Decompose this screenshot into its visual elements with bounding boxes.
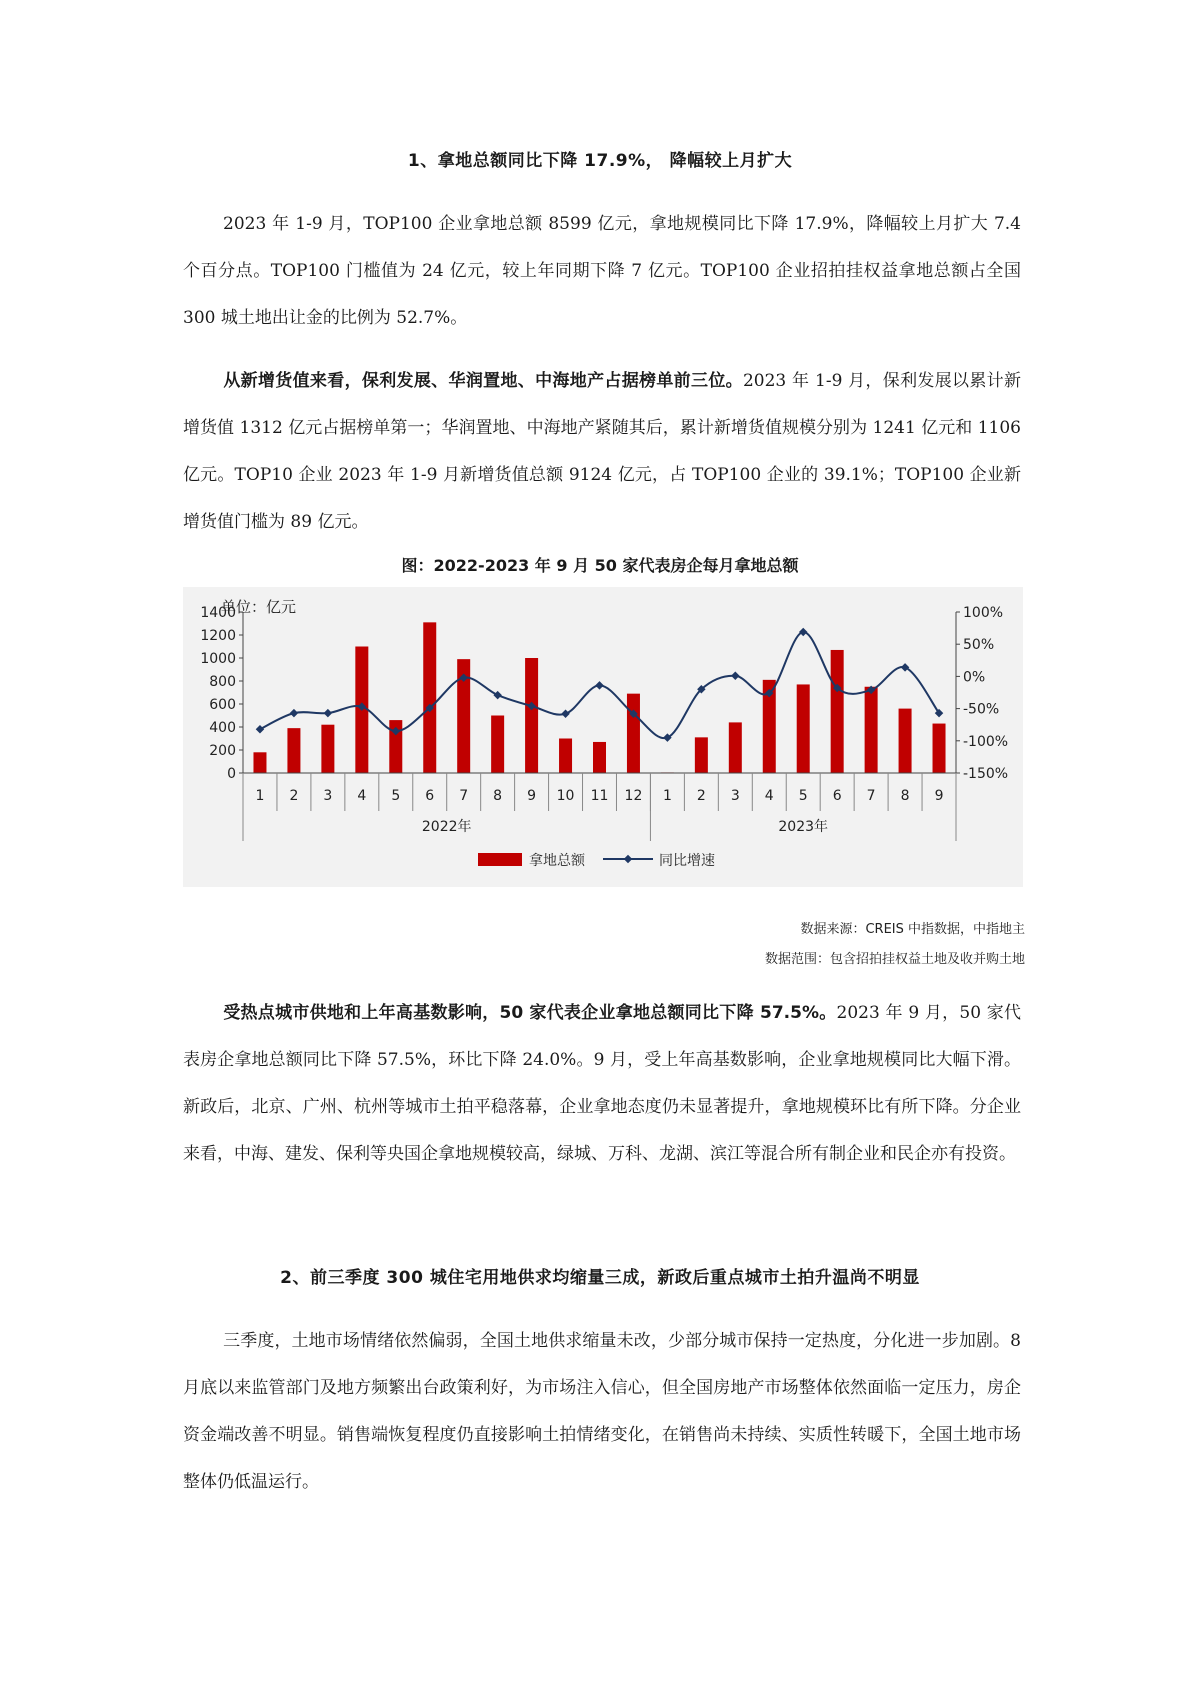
x-tick-label: 5 — [798, 788, 808, 804]
paragraph-3-text: 2023 年 9 月，50 家代表房企拿地总额同比下降 57.5%，环比下降 24.0%。9 月，受上年高基数影响，企业拿地规模同比大幅下滑。新政后，北京、广州、杭州等城市土拍平稳落幕，企业拿地态度仍未显著提升，拿地规模环比有所下降。分企业来看，中海、建发、保利等央国企拿地规模较高，绿城、万科、龙湖、滨江等混合所有制企业和民企亦有投资。 — [183, 1003, 1021, 1164]
x-tick-label: 4 — [357, 788, 367, 804]
right-tick-label: 0% — [963, 669, 986, 686]
bar — [627, 694, 640, 773]
section1-paragraph-1 — [183, 201, 1021, 342]
left-tick-label: 1200 — [200, 628, 236, 644]
left-tick-label: 200 — [209, 743, 236, 759]
x-tick-label: 12 — [624, 788, 643, 804]
section2-paragraph-text: 三季度，土地市场情绪依然偏弱，全国土地供求缩量未改，少部分城市保持一定热度，分化进一步加剧。8 月底以来监管部门及地方频繁出台政策利好，为市场注入信心，但全国房地产市场整体依然面临一定压力，房企资金端改善不明显。销售端恢复程度仍直接影响土拍情绪变化，在销售尚未持续、实质性转暖下，全国土地市场整体仍低温运行。 — [183, 1331, 1021, 1492]
bar — [729, 722, 742, 773]
x-tick-label: 3 — [323, 788, 333, 804]
section1-paragraph-2-lead: 从新增货值来看，保利发展、华润置地、中海地产占据榜单前三位。 — [223, 371, 743, 391]
bar — [797, 684, 810, 773]
section1-paragraph-1-text: 2023 年 1-9 月，TOP100 企业拿地总额 8599 亿元，拿地规模同比下降 17.9%，降幅较上月扩大 7.4 个百分点。TOP100 门槛值为 24 亿元，较上年同期下降 7 亿元。TOP100 企业招拍挂权益拿地总额占全国 300 城土地出让金的比例为 52.7%。 — [183, 214, 1021, 328]
x-tick-label: 6 — [425, 788, 435, 804]
paragraph-3 — [183, 990, 1021, 1178]
x-tick-label: 7 — [866, 788, 876, 804]
right-tick-label: 100% — [963, 605, 1004, 621]
data-source-note: 数据来源：CREIS 中指数据，中指地主 — [800, 922, 1025, 937]
bar — [559, 739, 572, 774]
section1-paragraph-2 — [183, 358, 1021, 546]
right-tick-label: 50% — [963, 637, 995, 654]
x-tick-label: 9 — [934, 788, 944, 804]
x-tick-label: 6 — [832, 788, 842, 804]
x-tick-label: 1 — [255, 788, 265, 804]
left-tick-label: 400 — [209, 720, 236, 736]
chart-background — [183, 587, 1023, 887]
x-tick-label: 9 — [527, 788, 537, 804]
right-tick-label: -50% — [963, 701, 1000, 718]
section1-paragraph-2-text: 2023 年 1-9 月，保利发展以累计新增货值 1312 亿元占据榜单第一；华润置地、中海地产紧随其后，累计新增货值规模分别为 1241 亿元和 1106 亿元。TOP10 企业 2023 年 1-9 月新增货值总额 9124 亿元，占 TOP100 企业的 39.1%；TOP100 企业新增货值门槛为 89 亿元。 — [183, 371, 1021, 532]
x-tick-label: 3 — [730, 788, 740, 804]
x-tick-label: 10 — [556, 788, 575, 804]
bar — [865, 687, 878, 773]
bar — [899, 709, 912, 773]
bar — [253, 752, 266, 773]
bar — [491, 716, 504, 774]
bar — [695, 737, 708, 773]
x-tick-label: 4 — [764, 788, 774, 804]
left-tick-label: 600 — [209, 697, 236, 713]
bar — [831, 650, 844, 773]
unit-label: 单位：亿元 — [221, 598, 297, 616]
right-tick-label: -100% — [963, 733, 1009, 750]
x-tick-label: 2 — [696, 788, 706, 804]
bar — [593, 742, 606, 773]
x-tick-label: 8 — [900, 788, 910, 804]
left-tick-label: 1000 — [200, 651, 236, 667]
x-tick-label: 1 — [662, 788, 672, 804]
legend-line-label: 同比增速 — [659, 853, 715, 869]
bar — [933, 724, 946, 773]
legend-bar-label: 拿地总额 — [529, 853, 585, 869]
x-tick-label: 2 — [289, 788, 299, 804]
x-tick-label: 8 — [493, 788, 503, 804]
left-tick-label: 0 — [227, 766, 236, 782]
left-tick-label: 1400 — [200, 605, 236, 621]
legend-bar-swatch — [478, 853, 522, 866]
x-group-label: 2022年 — [421, 819, 472, 835]
paragraph-3-lead: 受热点城市供地和上年高基数影响，50 家代表企业拿地总额同比下降 57.5%。 — [223, 1003, 837, 1023]
chart-title: 图：2022-2023 年 9 月 50 家代表房企每月拿地总额 — [401, 556, 799, 575]
land-acquisition-chart — [183, 587, 1023, 887]
bar — [287, 728, 300, 773]
bar — [525, 658, 538, 773]
x-group-label: 2023年 — [778, 819, 829, 835]
section2-heading: 2、前三季度 300 城住宅用地供求均缩量三成，新政后重点城市土拍升温尚不明显 — [280, 1268, 920, 1288]
bar — [423, 622, 436, 773]
x-tick-label: 7 — [459, 788, 469, 804]
right-tick-label: -150% — [963, 766, 1009, 782]
left-tick-label: 800 — [209, 674, 236, 690]
section2-paragraph — [183, 1318, 1021, 1506]
bar — [321, 725, 334, 773]
section1-heading: 1、拿地总额同比下降 17.9%， 降幅较上月扩大 — [407, 151, 793, 171]
x-tick-label: 5 — [391, 788, 401, 804]
data-scope-note: 数据范围：包含招拍挂权益土地及收并购土地 — [764, 952, 1025, 967]
x-tick-label: 11 — [590, 788, 609, 804]
